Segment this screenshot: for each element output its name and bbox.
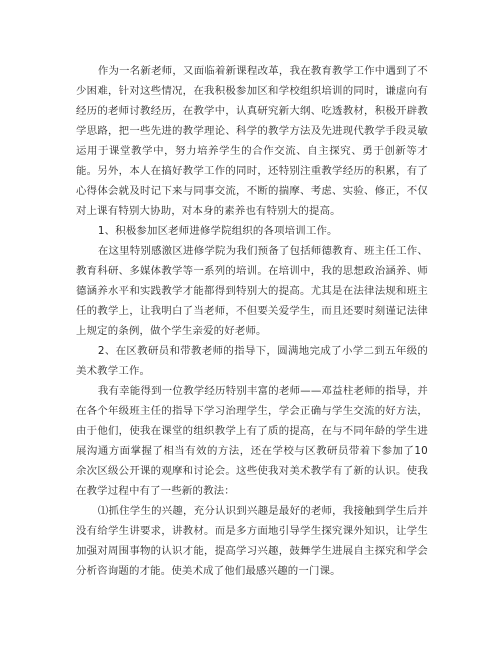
document-body	[76, 61, 428, 581]
paragraph-training: 在这里特别感激区进修学院为我们预备了包括师德教育、班主任工作、教育科研、多媒体教学等一系列的培训。在培训中，我的思想政治涵养、师德涵养水平和实践教学才能都得到特别大的提高。尤其是在法律法规和班主任的教学上，让我明白了当老师，不但要关爱学生，而且还要时刻谨记法律上规定的条例，做个学生亲爱的好老师。	[76, 245, 428, 337]
paragraph-mentor: 我有幸能得到一位教学经历特别丰富的老师——邓益柱老师的指导，并在各个年级班主任的指导下学习治理学生，学会正确与学生交流的好方法，由于他们，使我在课堂的组织教学上有了质的提高，在与不同年龄的学生进展沟通方面掌握了相当有效的方法，还在学校与区教研员带着下参加了10余次区级公开课的观摩和讨论会。这些使我对美术教学有了新的认识。使我在教学过程中有了一些新的教法：	[76, 385, 428, 497]
paragraph-method-1: ⑴抓住学生的兴趣，充分认识到兴趣是最好的老师，我接触到学生后并没有给学生讲要求，讲教材。而是多方面地引导学生探究课外知识，让学生加强对周围事物的认识才能，提高学习兴趣，鼓舞学生进展自主探究和学会分析咨询题的才能。使美术成了他们最感兴趣的一门课。	[76, 505, 428, 577]
section-heading-1: 1、积极参加区老师进修学院组织的各项培训工作。	[97, 225, 338, 237]
paragraph-intro: 作为一名新老师，又面临着新课程改革，我在教育教学工作中遇到了不少困难，针对这些情况，在我积极参加区和学校组织培训的同时，谦虚向有经历的老师讨教经历，在教学中，认真研究新大纲、吃透教材，积极开辟教学思路，把一些先进的教学理论、科学的教学方法及先进现代教学手段灵敏运用于课堂教学中，努力培养学生的合作交流、自主探究、勇于创新等才能。另外，本人在搞好教学工作的同时，还特别注重教学经历的积累，有了心得体会就及时记下来与同事交流，不断的揣摩、考虑、实验、修正，不仅对上课有特别大协助，对本身的素养也有特别大的提高。	[76, 65, 428, 217]
section-heading-2: 2、在区教研员和带教老师的指导下，圆满地完成了小学二到五年级的美术教学工作。	[76, 345, 428, 377]
